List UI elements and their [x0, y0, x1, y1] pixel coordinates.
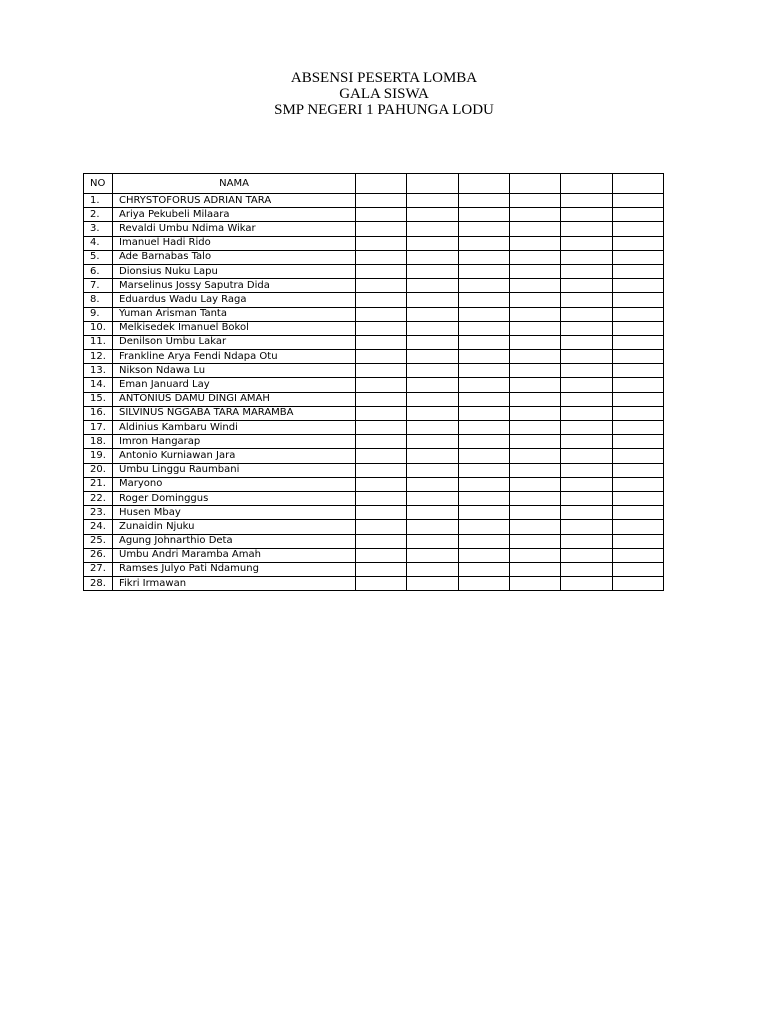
row-number: 14. — [84, 378, 113, 392]
row-nama: Frankline Arya Fendi Ndapa Otu — [113, 350, 356, 364]
table-row — [84, 250, 664, 264]
header-blank — [561, 174, 612, 194]
row-nama: Maryono — [113, 477, 356, 491]
row-number: 28. — [84, 577, 113, 591]
attendance-cell — [561, 392, 612, 406]
attendance-cell — [510, 208, 561, 222]
attendance-cell — [356, 350, 407, 364]
table-row — [84, 364, 664, 378]
row-nama: Eman Januard Lay — [113, 378, 356, 392]
attendance-cell — [510, 463, 561, 477]
attendance-cell — [356, 477, 407, 491]
attendance-cell — [356, 321, 407, 335]
attendance-cell — [458, 364, 509, 378]
attendance-cell — [510, 392, 561, 406]
row-number: 5. — [84, 250, 113, 264]
table-row — [84, 406, 664, 420]
attendance-cell — [510, 577, 561, 591]
header-nama: NAMA — [113, 174, 356, 194]
row-nama: Nikson Ndawa Lu — [113, 364, 356, 378]
attendance-cell — [612, 435, 663, 449]
row-nama: Ariya Pekubeli Milaara — [113, 208, 356, 222]
attendance-cell — [356, 307, 407, 321]
attendance-cell — [612, 350, 663, 364]
header-blank — [612, 174, 663, 194]
attendance-cell — [407, 250, 458, 264]
attendance-cell — [510, 279, 561, 293]
row-number: 24. — [84, 520, 113, 534]
attendance-cell — [407, 279, 458, 293]
attendance-cell — [356, 506, 407, 520]
attendance-cell — [407, 506, 458, 520]
attendance-cell — [561, 520, 612, 534]
attendance-cell — [458, 222, 509, 236]
row-number: 4. — [84, 236, 113, 250]
row-number: 27. — [84, 562, 113, 576]
attendance-cell — [510, 435, 561, 449]
row-number: 21. — [84, 477, 113, 491]
attendance-cell — [561, 335, 612, 349]
attendance-cell — [510, 335, 561, 349]
attendance-cell — [612, 293, 663, 307]
attendance-cell — [561, 491, 612, 505]
attendance-cell — [356, 392, 407, 406]
attendance-cell — [407, 392, 458, 406]
attendance-cell — [407, 520, 458, 534]
table-row — [84, 435, 664, 449]
attendance-cell — [561, 449, 612, 463]
attendance-cell — [407, 222, 458, 236]
attendance-cell — [561, 577, 612, 591]
attendance-cell — [356, 491, 407, 505]
table-row — [84, 477, 664, 491]
attendance-cell — [458, 350, 509, 364]
row-number: 2. — [84, 208, 113, 222]
attendance-cell — [407, 463, 458, 477]
attendance-cell — [612, 577, 663, 591]
attendance-cell — [356, 264, 407, 278]
row-nama: Umbu Linggu Raumbani — [113, 463, 356, 477]
attendance-cell — [458, 435, 509, 449]
attendance-cell — [458, 463, 509, 477]
table-row — [84, 378, 664, 392]
row-nama: CHRYSTOFORUS ADRIAN TARA — [113, 194, 356, 208]
table-row — [84, 562, 664, 576]
row-number: 15. — [84, 392, 113, 406]
attendance-cell — [561, 435, 612, 449]
attendance-cell — [561, 463, 612, 477]
attendance-cell — [561, 506, 612, 520]
attendance-cell — [561, 250, 612, 264]
row-nama: Yuman Arisman Tanta — [113, 307, 356, 321]
attendance-cell — [458, 562, 509, 576]
row-nama: Eduardus Wadu Lay Raga — [113, 293, 356, 307]
header-no: NO — [84, 174, 113, 194]
attendance-cell — [510, 477, 561, 491]
attendance-cell — [356, 222, 407, 236]
attendance-cell — [356, 364, 407, 378]
table-row — [84, 491, 664, 505]
attendance-cell — [356, 435, 407, 449]
attendance-cell — [458, 449, 509, 463]
attendance-cell — [407, 293, 458, 307]
table-row — [84, 321, 664, 335]
attendance-cell — [612, 335, 663, 349]
attendance-cell — [612, 208, 663, 222]
attendance-cell — [356, 449, 407, 463]
attendance-cell — [458, 194, 509, 208]
attendance-cell — [612, 463, 663, 477]
row-number: 23. — [84, 506, 113, 520]
attendance-cell — [561, 364, 612, 378]
attendance-cell — [510, 307, 561, 321]
attendance-cell — [612, 421, 663, 435]
attendance-cell — [612, 477, 663, 491]
attendance-cell — [510, 421, 561, 435]
row-nama: Dionsius Nuku Lapu — [113, 264, 356, 278]
attendance-cell — [407, 335, 458, 349]
attendance-cell — [458, 506, 509, 520]
attendance-table — [83, 173, 664, 591]
row-nama: SILVINUS NGGABA TARA MARAMBA — [113, 406, 356, 420]
attendance-cell — [356, 406, 407, 420]
heading-school: SMP NEGERI 1 PAHUNGA LODU — [274, 102, 494, 118]
attendance-cell — [612, 222, 663, 236]
attendance-cell — [561, 548, 612, 562]
row-nama: Ade Barnabas Talo — [113, 250, 356, 264]
attendance-cell — [612, 548, 663, 562]
table-row — [84, 577, 664, 591]
attendance-cell — [356, 378, 407, 392]
attendance-cell — [458, 548, 509, 562]
attendance-cell — [561, 222, 612, 236]
attendance-cell — [561, 208, 612, 222]
attendance-cell — [561, 534, 612, 548]
row-number: 12. — [84, 350, 113, 364]
attendance-cell — [407, 548, 458, 562]
attendance-cell — [407, 449, 458, 463]
header-blank — [356, 174, 407, 194]
attendance-cell — [612, 279, 663, 293]
row-number: 20. — [84, 463, 113, 477]
attendance-cell — [510, 321, 561, 335]
attendance-cell — [356, 293, 407, 307]
attendance-cell — [510, 194, 561, 208]
table-header-row — [84, 174, 664, 194]
attendance-cell — [356, 236, 407, 250]
attendance-cell — [510, 406, 561, 420]
attendance-cell — [561, 421, 612, 435]
table-row — [84, 194, 664, 208]
attendance-cell — [612, 392, 663, 406]
row-nama: Melkisedek Imanuel Bokol — [113, 321, 356, 335]
attendance-cell — [612, 449, 663, 463]
heading-title: ABSENSI PESERTA LOMBA — [290, 70, 478, 86]
attendance-cell — [356, 562, 407, 576]
attendance-cell — [561, 293, 612, 307]
attendance-cell — [510, 236, 561, 250]
attendance-cell — [407, 435, 458, 449]
attendance-cell — [612, 250, 663, 264]
row-number: 3. — [84, 222, 113, 236]
attendance-cell — [407, 477, 458, 491]
attendance-cell — [458, 279, 509, 293]
row-nama: Denilson Umbu Lakar — [113, 335, 356, 349]
table-row — [84, 520, 664, 534]
attendance-cell — [510, 548, 561, 562]
attendance-cell — [407, 534, 458, 548]
attendance-cell — [458, 477, 509, 491]
attendance-cell — [458, 392, 509, 406]
row-number: 7. — [84, 279, 113, 293]
row-number: 17. — [84, 421, 113, 435]
attendance-cell — [510, 250, 561, 264]
row-nama: Roger Dominggus — [113, 491, 356, 505]
attendance-cell — [510, 264, 561, 278]
table-row — [84, 208, 664, 222]
attendance-cell — [407, 236, 458, 250]
attendance-cell — [561, 350, 612, 364]
attendance-cell — [458, 321, 509, 335]
attendance-cell — [510, 364, 561, 378]
document-heading — [0, 70, 768, 118]
row-number: 13. — [84, 364, 113, 378]
attendance-cell — [407, 264, 458, 278]
attendance-cell — [612, 491, 663, 505]
attendance-cell — [407, 208, 458, 222]
attendance-cell — [356, 463, 407, 477]
attendance-cell — [561, 321, 612, 335]
attendance-cell — [612, 378, 663, 392]
row-nama: Revaldi Umbu Ndima Wikar — [113, 222, 356, 236]
attendance-cell — [612, 534, 663, 548]
attendance-cell — [356, 335, 407, 349]
table-row — [84, 548, 664, 562]
attendance-cell — [561, 562, 612, 576]
attendance-cell — [510, 293, 561, 307]
attendance-cell — [561, 236, 612, 250]
attendance-cell — [612, 321, 663, 335]
attendance-cell — [510, 491, 561, 505]
attendance-cell — [407, 307, 458, 321]
table-row — [84, 534, 664, 548]
header-blank — [510, 174, 561, 194]
attendance-cell — [458, 378, 509, 392]
attendance-cell — [510, 222, 561, 236]
attendance-cell — [561, 194, 612, 208]
table-row — [84, 392, 664, 406]
table-row — [84, 506, 664, 520]
attendance-cell — [356, 250, 407, 264]
table-row — [84, 293, 664, 307]
table-row — [84, 222, 664, 236]
attendance-cell — [458, 421, 509, 435]
attendance-cell — [356, 577, 407, 591]
row-number: 11. — [84, 335, 113, 349]
table-row — [84, 421, 664, 435]
attendance-cell — [458, 534, 509, 548]
attendance-cell — [612, 364, 663, 378]
attendance-cell — [612, 406, 663, 420]
table-row — [84, 463, 664, 477]
row-number: 22. — [84, 491, 113, 505]
table-row — [84, 449, 664, 463]
row-number: 1. — [84, 194, 113, 208]
row-number: 25. — [84, 534, 113, 548]
table-row — [84, 307, 664, 321]
attendance-cell — [612, 562, 663, 576]
attendance-cell — [407, 491, 458, 505]
attendance-cell — [561, 378, 612, 392]
attendance-cell — [510, 449, 561, 463]
row-number: 18. — [84, 435, 113, 449]
attendance-cell — [510, 520, 561, 534]
attendance-cell — [612, 506, 663, 520]
header-blank — [458, 174, 509, 194]
row-nama: Umbu Andri Maramba Amah — [113, 548, 356, 562]
attendance-cell — [458, 577, 509, 591]
attendance-cell — [561, 307, 612, 321]
row-nama: Ramses Julyo Pati Ndamung — [113, 562, 356, 576]
attendance-cell — [612, 520, 663, 534]
row-number: 6. — [84, 264, 113, 278]
row-number: 26. — [84, 548, 113, 562]
attendance-cell — [458, 264, 509, 278]
attendance-cell — [458, 250, 509, 264]
attendance-cell — [510, 534, 561, 548]
attendance-cell — [407, 350, 458, 364]
attendance-cell — [510, 562, 561, 576]
attendance-cell — [356, 534, 407, 548]
row-number: 8. — [84, 293, 113, 307]
attendance-cell — [407, 321, 458, 335]
attendance-cell — [561, 264, 612, 278]
attendance-cell — [458, 307, 509, 321]
row-nama: ANTONIUS DAMU DINGI AMAH — [113, 392, 356, 406]
attendance-cell — [356, 194, 407, 208]
attendance-cell — [458, 293, 509, 307]
attendance-cell — [356, 548, 407, 562]
table-row — [84, 279, 664, 293]
table-row — [84, 335, 664, 349]
attendance-cell — [356, 421, 407, 435]
attendance-cell — [407, 364, 458, 378]
attendance-cell — [510, 506, 561, 520]
attendance-cell — [510, 378, 561, 392]
row-number: 16. — [84, 406, 113, 420]
attendance-cell — [510, 350, 561, 364]
header-blank — [407, 174, 458, 194]
attendance-cell — [407, 421, 458, 435]
row-nama: Marselinus Jossy Saputra Dida — [113, 279, 356, 293]
attendance-cell — [458, 236, 509, 250]
attendance-cell — [407, 562, 458, 576]
attendance-cell — [612, 264, 663, 278]
row-nama: Fikri Irmawan — [113, 577, 356, 591]
row-number: 19. — [84, 449, 113, 463]
row-nama: Husen Mbay — [113, 506, 356, 520]
row-nama: Aldinius Kambaru Windi — [113, 421, 356, 435]
row-nama: Imanuel Hadi Rido — [113, 236, 356, 250]
attendance-cell — [407, 378, 458, 392]
attendance-cell — [407, 577, 458, 591]
table-row — [84, 236, 664, 250]
attendance-cell — [356, 279, 407, 293]
attendance-cell — [458, 520, 509, 534]
attendance-cell — [356, 520, 407, 534]
row-nama: Zunaidin Njuku — [113, 520, 356, 534]
row-nama: Antonio Kurniawan Jara — [113, 449, 356, 463]
attendance-cell — [407, 194, 458, 208]
attendance-cell — [356, 208, 407, 222]
attendance-cell — [458, 335, 509, 349]
row-number: 10. — [84, 321, 113, 335]
table-row — [84, 350, 664, 364]
attendance-cell — [458, 208, 509, 222]
attendance-cell — [612, 307, 663, 321]
heading-event: GALA SISWA — [339, 86, 429, 102]
row-nama: Imron Hangarap — [113, 435, 356, 449]
attendance-cell — [612, 194, 663, 208]
attendance-cell — [561, 477, 612, 491]
attendance-cell — [407, 406, 458, 420]
row-number: 9. — [84, 307, 113, 321]
attendance-cell — [612, 236, 663, 250]
row-nama: Agung Johnarthio Deta — [113, 534, 356, 548]
attendance-cell — [458, 406, 509, 420]
attendance-cell — [561, 406, 612, 420]
table-row — [84, 264, 664, 278]
attendance-cell — [458, 491, 509, 505]
attendance-cell — [561, 279, 612, 293]
